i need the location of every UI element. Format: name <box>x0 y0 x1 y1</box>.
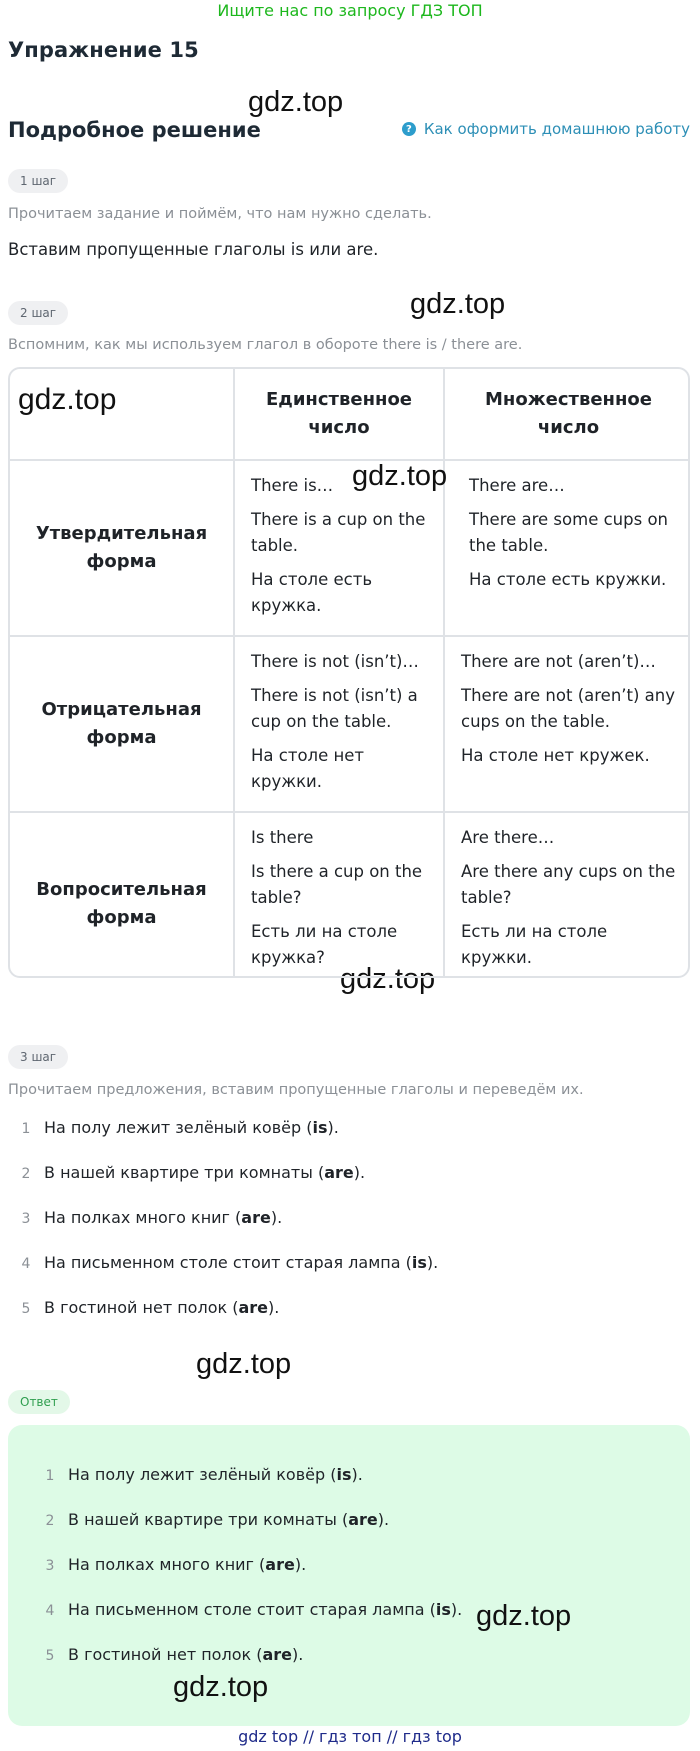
table-row <box>10 369 690 460</box>
cell-line: На столе нет кружек. <box>461 746 650 765</box>
step-hint: Прочитаем предложения, вставим пропущенные глаголы и переведём их. <box>8 1082 584 1098</box>
item-text: На полу лежит зелёный ковёр (is). <box>44 1118 339 1137</box>
watermark: gdz.top <box>248 86 344 118</box>
cell-line: Is there a cup on the table? <box>251 862 423 907</box>
step-badge: 3 шаг <box>8 1045 68 1069</box>
answer-list <box>32 1465 672 1690</box>
item-number: 4 <box>45 1603 55 1619</box>
item-verb: are <box>238 1298 269 1317</box>
table-row <box>10 812 690 978</box>
step-badge: 1 шаг <box>8 169 68 193</box>
table-row <box>10 636 690 812</box>
item-text: На письменном столе стоит старая лампа (is). <box>44 1253 439 1272</box>
list-item <box>32 1555 672 1600</box>
item-verb: is <box>435 1600 451 1619</box>
item-text: На полках много книг (are). <box>44 1208 283 1227</box>
cell-line: There are not (aren’t) any cups on the table. <box>461 686 676 731</box>
table-cell <box>444 460 690 636</box>
item-verb: are <box>348 1510 378 1529</box>
row-header: Утвердительная форма <box>10 460 234 636</box>
cell-line: Есть ли на столе кружка? <box>251 922 398 967</box>
table-row <box>10 460 690 636</box>
watermark: gdz.top <box>18 383 117 416</box>
item-number: 5 <box>21 1301 31 1317</box>
row-header: Отрицательная форма <box>10 636 234 812</box>
item-text: В нашей квартире три комнаты (are). <box>44 1163 366 1182</box>
row-header: Вопросительная форма <box>10 812 234 978</box>
table-cell <box>444 812 690 978</box>
list-item <box>8 1298 688 1343</box>
cell-line: Есть ли на столе кружки. <box>461 922 608 967</box>
list-item <box>32 1510 672 1555</box>
howto-label: Как оформить домашнюю работу <box>423 120 690 138</box>
cell-line: Are there any cups on the table? <box>461 862 676 907</box>
item-verb: are <box>262 1645 293 1664</box>
col-header-singular: Единственное число <box>234 369 444 460</box>
table-corner <box>10 369 234 460</box>
promo-banner[interactable]: Ищите нас по запросу ГДЗ ТОП <box>217 1 483 20</box>
item-number: 3 <box>45 1558 55 1574</box>
cell-line: There is a cup on the table. <box>251 510 426 555</box>
item-verb: are <box>265 1555 295 1574</box>
cell-line: There are… <box>469 476 565 495</box>
cell-line: Are there… <box>461 828 555 847</box>
cell-line: There is… <box>251 476 334 495</box>
item-number: 1 <box>45 1468 55 1484</box>
item-text: На письменном столе стоит старая лампа (is). <box>68 1600 463 1619</box>
table-cell <box>444 636 690 812</box>
item-text: В нашей квартире три комнаты (are). <box>68 1510 390 1529</box>
list-item <box>32 1600 672 1645</box>
table-cell <box>234 812 444 978</box>
cell-line: На столе есть кружки. <box>469 570 667 589</box>
cell-line: There is not (isn’t) a cup on the table. <box>251 686 418 731</box>
list-item <box>8 1118 688 1163</box>
item-text: В гостиной нет полок (are). <box>44 1298 280 1317</box>
list-item <box>8 1163 688 1208</box>
cell-line: Is there <box>251 828 314 847</box>
watermark: gdz.top <box>173 1671 269 1703</box>
item-verb: is <box>336 1465 352 1484</box>
item-verb: is <box>411 1253 427 1272</box>
list-item <box>8 1208 688 1253</box>
sentence-list <box>8 1118 688 1343</box>
item-number: 2 <box>45 1513 55 1529</box>
question-icon: ? <box>402 122 416 136</box>
col-header-plural: Множественное число <box>444 369 690 460</box>
step-hint: Прочитаем задание и поймём, что нам нужно сделать. <box>8 206 432 222</box>
item-verb: is <box>312 1118 328 1137</box>
footer-links[interactable]: gdz top // гдз топ // гдз top <box>238 1727 462 1746</box>
answer-badge: Ответ <box>8 1390 70 1414</box>
howto-link[interactable] <box>402 120 690 138</box>
list-item <box>32 1645 672 1690</box>
answer-box <box>8 1425 690 1726</box>
cell-line: На столе нет кружки. <box>251 746 365 791</box>
item-text: На полу лежит зелёный ковёр (is). <box>68 1465 363 1484</box>
item-verb: are <box>324 1163 354 1182</box>
table-cell <box>234 636 444 812</box>
section-title: Подробное решение <box>8 118 261 142</box>
item-text: В гостиной нет полок (are). <box>68 1645 304 1664</box>
watermark: gdz.top <box>196 1348 292 1380</box>
step-hint: Вспомним, как мы используем глагол в обороте there is / there are. <box>8 337 523 353</box>
item-verb: are <box>241 1208 271 1227</box>
grammar-table <box>8 367 690 978</box>
cell-line: There are some cups on the table. <box>469 510 668 555</box>
watermark: gdz.top <box>352 460 448 492</box>
item-number: 2 <box>21 1166 31 1182</box>
cell-line: There is not (isn’t)… <box>251 652 419 671</box>
item-number: 5 <box>45 1648 55 1664</box>
step-badge: 2 шаг <box>8 301 68 325</box>
cell-line: There are not (aren’t)… <box>461 652 656 671</box>
exercise-title: Упражнение 15 <box>8 38 199 62</box>
watermark: gdz.top <box>476 1600 572 1632</box>
item-text: На полках много книг (are). <box>68 1555 307 1574</box>
item-number: 1 <box>21 1121 31 1137</box>
list-item <box>8 1253 688 1298</box>
item-number: 4 <box>21 1256 31 1272</box>
list-item <box>32 1465 672 1510</box>
watermark: gdz.top <box>410 288 506 320</box>
item-number: 3 <box>21 1211 31 1227</box>
step-text: Вставим пропущенные глаголы is или are. <box>8 240 379 259</box>
cell-line: На столе есть кружка. <box>251 570 373 615</box>
watermark: gdz.top <box>340 963 436 995</box>
